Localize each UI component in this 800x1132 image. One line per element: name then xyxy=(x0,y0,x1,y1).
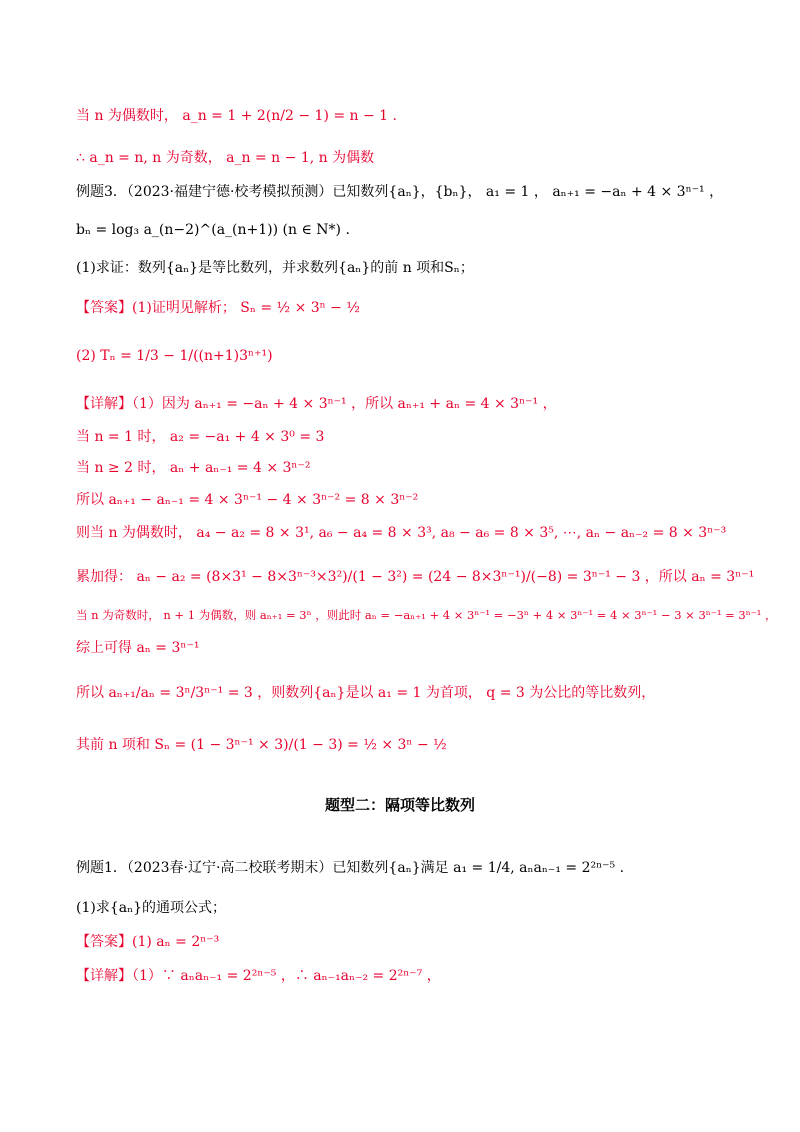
detail-3: 当 n ≥ 2 时， aₙ + aₙ₋₁ = 4 × 3ⁿ⁻² xyxy=(76,460,311,476)
text-line-1: 当 n 为偶数时， a_n = 1 + 2(n/2 − 1) = n − 1 . xyxy=(76,108,397,124)
detail-8: 综上可得 aₙ = 3ⁿ⁻¹ xyxy=(76,640,200,656)
detail-10: 其前 n 项和 Sₙ = (1 − 3ⁿ⁻¹ × 3)/(1 − 3) = ½ × 3ⁿ − ½ xyxy=(76,737,447,753)
detail-5: 则当 n 为偶数时， a₄ − a₂ = 8 × 3¹, a₆ − a₄ = 8 × 3³, a₈ − a₆ = 8 × 3⁵, ⋯, aₙ − aₙ₋₂ = 8 × 3ⁿ⁻³ xyxy=(76,525,727,541)
question-1: (1)求证：数列{aₙ}是等比数列，并求数列{aₙ}的前 n 项和Sₙ； xyxy=(76,260,474,276)
answer-2: (2) Tₙ = 1/3 − 1/((n+1)3ⁿ⁺¹) xyxy=(76,348,273,364)
section-heading: 题型二：隔项等比数列 xyxy=(324,796,475,814)
question-1b: (1)求{aₙ}的通项公式； xyxy=(76,900,227,916)
example1-title: 例题1．（2023春·辽宁·高二校联考期末）已知数列{aₙ}满足 a₁ = 1/4, aₙaₙ₋₁ = 2²ⁿ⁻⁵ . xyxy=(76,860,625,876)
answer-1b: 【答案】(1) aₙ = 2ⁿ⁻³ xyxy=(76,934,220,950)
detail-7: 当 n 为奇数时， n + 1 为偶数，则 aₙ₊₁ = 3ⁿ ，则此时 aₙ = −aₙ₊₁ + 4 × 3ⁿ⁻¹ = −3ⁿ + 4 × 3ⁿ⁻¹ = 4 × 3ⁿ⁻¹ − 3 × 3ⁿ⁻¹ = 3ⁿ⁻¹ ， xyxy=(76,608,777,622)
text-line-2: ∴ a_n = n, n 为奇数， a_n = n − 1, n 为偶数 xyxy=(76,150,375,166)
example3-bn-definition: bₙ = log₃ a_(n−2)^(a_(n+1)) (n ∈ N*) . xyxy=(76,222,350,238)
detail-4: 所以 aₙ₊₁ − aₙ₋₁ = 4 × 3ⁿ⁻¹ − 4 × 3ⁿ⁻² = 8 × 3ⁿ⁻² xyxy=(76,492,419,508)
example3-title: 例题3．（2023·福建宁德·校考模拟预测）已知数列{aₙ}，{bₙ}， a₁ = 1 ， aₙ₊₁ = −aₙ + 4 × 3ⁿ⁻¹ ， xyxy=(76,184,724,200)
detail-6: 累加得： aₙ − a₂ = (8×3¹ − 8×3ⁿ⁻³×3²)/(1 − 3²) = (24 − 8×3ⁿ⁻¹)/(−8) = 3ⁿ⁻¹ − 3 ，所以 aₙ = 3ⁿ⁻¹ xyxy=(76,569,755,585)
detail-9: 所以 aₙ₊₁/aₙ = 3ⁿ/3ⁿ⁻¹ = 3 ，则数列{aₙ}是以 a₁ = 1 为首项， q = 3 为公比的等比数列， xyxy=(76,685,656,701)
detail-2: 当 n = 1 时， a₂ = −a₁ + 4 × 3⁰ = 3 xyxy=(76,429,325,445)
answer-1: 【答案】(1)证明见解析； Sₙ = ½ × 3ⁿ − ½ xyxy=(76,300,360,316)
detail-1: 【详解】（1）因为 aₙ₊₁ = −aₙ + 4 × 3ⁿ⁻¹ ，所以 aₙ₊₁ + aₙ = 4 × 3ⁿ⁻¹ ， xyxy=(76,396,557,412)
detail-1b: 【详解】（1）∵ aₙaₙ₋₁ = 2²ⁿ⁻⁵ ，∴ aₙ₋₁aₙ₋₂ = 2²ⁿ⁻⁷ ， xyxy=(76,968,441,984)
